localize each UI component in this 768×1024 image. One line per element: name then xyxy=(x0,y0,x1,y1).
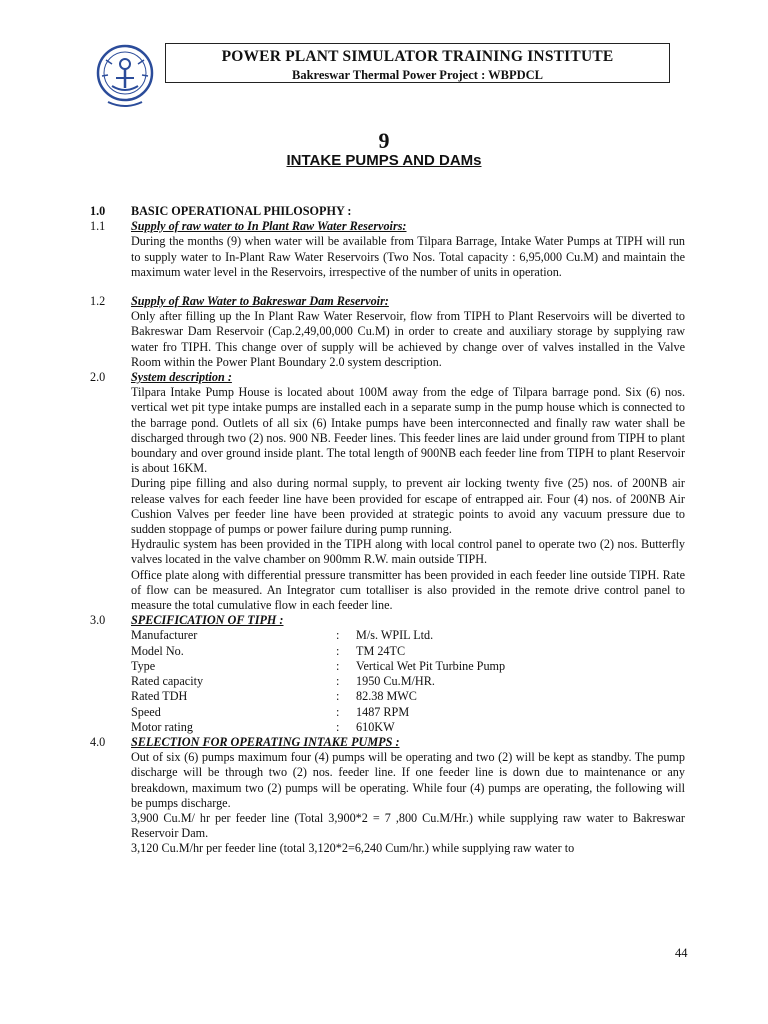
spec-value: TM 24TC xyxy=(356,643,406,658)
paragraph: 3,900 Cu.M/ hr per feeder line (Total 3,900*2 = 7 ,800 Cu.M/Hr.) while supplying raw water to Bakreswar Reservoir Dam. xyxy=(131,810,685,841)
page-number: 44 xyxy=(675,946,688,960)
institute-emblem-icon xyxy=(94,42,156,112)
spec-row xyxy=(131,644,685,659)
spec-separator: : xyxy=(336,719,340,734)
document-header xyxy=(165,43,670,83)
paragraph: Out of six (6) pumps maximum four (4) pumps will be operating and two (2) will be kept as standby. The pump discharge will be through two (2) nos. feeder line. If one feeder line is down due to maintenance or any breakdown, maximum two (2) pumps will be operating. While four (4) pumps are operating, the following will be pumps discharge. xyxy=(131,750,685,810)
spec-value: 82.38 MWC xyxy=(356,689,417,704)
section-1-1 xyxy=(90,219,685,280)
section-3-0 xyxy=(90,613,685,735)
spec-value: 610KW xyxy=(356,719,395,734)
section-heading: Supply of Raw Water to Bakreswar Dam Reservoir: xyxy=(131,294,389,309)
paragraph: Office plate along with differential pressure transmitter has been provided in each feeder line outside TIPH. Rate of flow can be measured. An Integrator cum totalliser is also provided in the remote drive control panel to measure the total cumulative flow in each feeder line. xyxy=(131,567,685,613)
spec-separator: : xyxy=(336,658,340,673)
paragraph: 3,120 Cu.M/hr per feeder line (total 3,120*2=6,240 Cum/hr.) while supplying raw water to xyxy=(131,841,575,856)
section-heading: SPECIFICATION OF TIPH : xyxy=(131,613,284,628)
section-number: 1.0 xyxy=(90,204,106,218)
paragraph: Hydraulic system has been provided in the TIPH along with local control panel to operate two (2) nos. Butterfly valves located in the valve chamber on 900mm R.W. main outside TIPH. xyxy=(131,537,685,567)
paragraph: Only after filling up the In Plant Raw Water Reservoir, flow from TIPH to Plant Reservoirs will be diverted to Bakreswar Dam Reservoir (Cap.2,49,00,000 Cu.M) in order to create and auxiliary storage by supplying raw water fro TIPH. This change over of supply will be achieved by change over of valves installed in the Valve Room within the Power Plant Boundary 2.0 system description. xyxy=(131,309,685,369)
paragraph: Tilpara Intake Pump House is located about 100M away from the edge of Tilpara barrage pond. Six (6) nos. vertical wet pit type intake pumps are installed each in a separate sump in the pump house which is connected to the barrage pond. Outlets of all six (6) Intake pumps have been interconnected and finally raw water shall be discharged through two (2) nos. 900 NB. Feeder lines. This feeder lines are laid under ground from TIPH to plant boundary and over ground inside plant. The total length of 900NB each feeder line from TIPH to plant Reservoir is about 16KM. xyxy=(131,385,685,476)
section-number: 1.2 xyxy=(90,294,106,309)
section-1-0 xyxy=(90,204,685,219)
spec-value: 1950 Cu.M/HR. xyxy=(356,674,435,689)
spec-row xyxy=(131,689,685,704)
chapter-title: INTAKE PUMPS AND DAMs xyxy=(286,152,482,169)
header-title: POWER PLANT SIMULATOR TRAINING INSTITUTE xyxy=(221,48,614,65)
section-1-2 xyxy=(90,294,685,370)
spec-separator: : xyxy=(336,689,340,704)
spec-row xyxy=(131,674,685,689)
section-heading: BASIC OPERATIONAL PHILOSOPHY : xyxy=(131,204,352,218)
spec-separator: : xyxy=(336,674,340,689)
spec-row xyxy=(131,628,685,643)
section-number: 4.0 xyxy=(90,734,106,749)
spec-value: M/s. WPIL Ltd. xyxy=(356,628,434,643)
spec-row xyxy=(131,659,685,674)
spec-separator: : xyxy=(336,628,340,643)
paragraph: During the months (9) when water will be available from Tilpara Barrage, Intake Water Pumps at TIPH will run to supply water to In-Plant Raw Water Reservoirs (Two Nos. Total capacity : 6,95,000 Cu.M) and maintain the maximum water level in the Reservoirs, irrespective of the number of units in operation. xyxy=(131,234,685,279)
spec-key: Rated TDH xyxy=(131,689,188,704)
spec-key: Type xyxy=(131,658,156,673)
spec-key: Manufacturer xyxy=(131,628,198,643)
spec-row xyxy=(131,705,685,720)
section-2-0 xyxy=(90,370,685,613)
chapter-number: 9 xyxy=(378,128,390,153)
section-number: 2.0 xyxy=(90,370,106,385)
spec-value: Vertical Wet Pit Turbine Pump xyxy=(356,658,506,673)
section-number: 3.0 xyxy=(90,613,106,628)
section-heading: System description : xyxy=(131,370,232,385)
spec-row xyxy=(131,720,685,735)
section-number: 1.1 xyxy=(90,219,106,234)
section-heading: SELECTION FOR OPERATING INTAKE PUMPS : xyxy=(131,734,400,749)
spec-key: Speed xyxy=(131,704,161,719)
section-4-0 xyxy=(90,735,685,857)
spec-key: Model No. xyxy=(131,643,184,658)
document-body xyxy=(90,204,685,857)
spec-value: 1487 RPM xyxy=(356,704,410,719)
spec-separator: : xyxy=(336,704,340,719)
section-heading: Supply of raw water to In Plant Raw Water Reservoirs: xyxy=(131,219,407,234)
header-subtitle: Bakreswar Thermal Power Project : WBPDCL xyxy=(291,68,543,82)
spec-key: Rated capacity xyxy=(131,674,204,689)
paragraph: During pipe filling and also during normal supply, to prevent air locking twenty five (25) nos. of 200NB air release valves for each feeder line have been provided for escape of entrapped air. Four (4) nos. of 200NB Air Cushion Valves per feeder line have been provided at strategic points to avoid any vacuum pressure due to sudden stoppage of pumps or power failure during pump running. xyxy=(131,476,685,537)
spec-key: Motor rating xyxy=(131,719,193,734)
spec-separator: : xyxy=(336,643,340,658)
